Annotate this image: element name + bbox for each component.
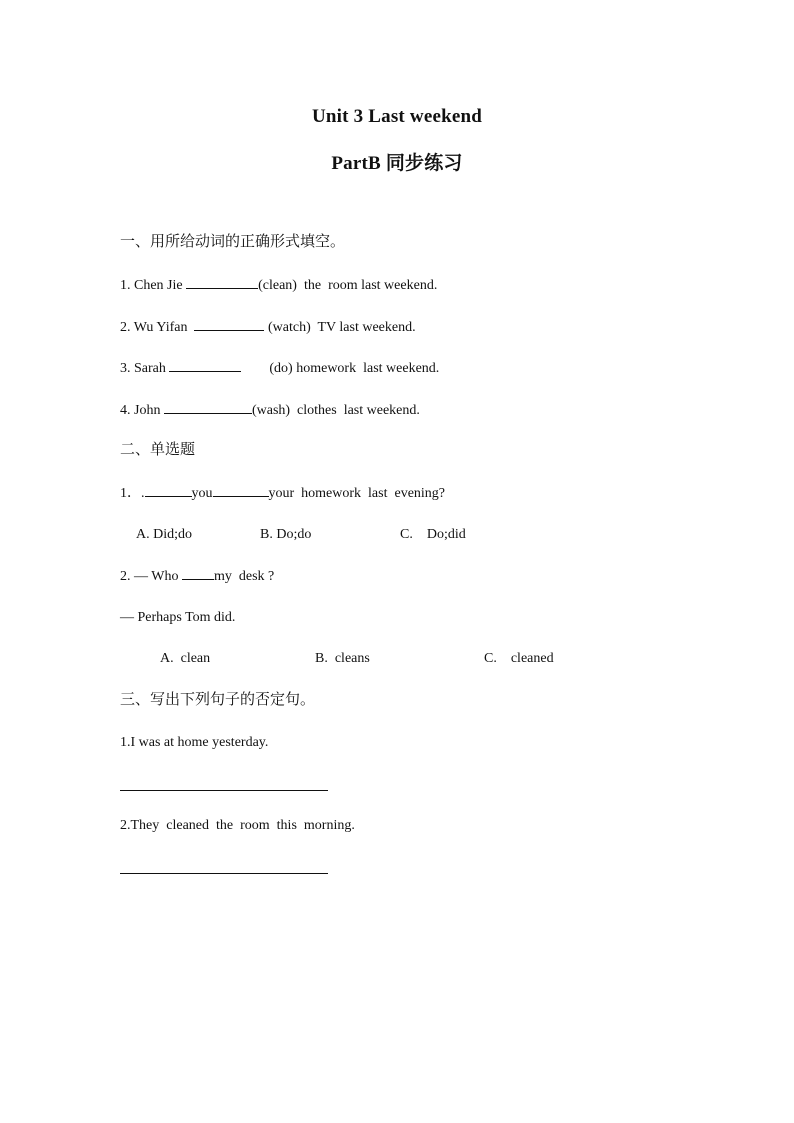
page-subtitle: PartB 同步练习	[331, 153, 463, 174]
fill-blank-question-1	[120, 276, 437, 295]
question-text: (clean) the room last weekend.	[258, 278, 438, 293]
fill-blank-question-4	[120, 401, 420, 420]
answer-blank[interactable]	[169, 359, 241, 372]
page-title: Unit 3 Last weekend	[311, 106, 483, 127]
choice-question-2	[120, 567, 274, 586]
answer-blank[interactable]	[186, 276, 258, 289]
section-3-heading: 三、写出下列句子的否定句。	[120, 692, 316, 708]
question-text: 4. John	[120, 403, 164, 418]
section-1-heading: 一、用所给动词的正确形式填空。	[120, 234, 346, 250]
question-text: 2. — Who	[120, 569, 182, 584]
negative-sentence-2: 2.They cleaned the room this morning.	[120, 818, 355, 833]
answer-writing-line[interactable]	[120, 873, 328, 874]
question-text: 2. Wu Yifan	[120, 320, 195, 335]
question-text: 3. Sarah	[120, 361, 170, 376]
choice-option-a[interactable]: A. clean	[160, 651, 211, 666]
answer-blank[interactable]	[213, 484, 269, 497]
choice-option-c[interactable]: C. Do;did	[400, 527, 466, 542]
answer-blank[interactable]	[145, 484, 192, 497]
answer-blank[interactable]	[182, 567, 214, 580]
question-text: (wash) clothes last weekend.	[251, 403, 420, 418]
choice-question-1	[120, 484, 445, 503]
question-text: (do) homework last weekend.	[241, 361, 440, 376]
choice-option-a[interactable]: A. Did;do	[136, 527, 192, 542]
fill-blank-question-2	[120, 318, 416, 337]
fill-blank-question-3	[120, 359, 439, 378]
answer-blank[interactable]	[194, 318, 264, 331]
answer-writing-line[interactable]	[120, 790, 328, 791]
section-2-heading: 二、单选题	[120, 442, 196, 458]
negative-sentence-1: 1.I was at home yesterday.	[120, 735, 269, 750]
choice-option-c[interactable]: C. cleaned	[484, 651, 554, 666]
question-text: your homework last evening?	[268, 486, 446, 501]
question-text: 1. Chen Jie	[120, 278, 187, 293]
question-text: my desk ?	[213, 569, 275, 584]
question-2-response: — Perhaps Tom did.	[120, 610, 236, 625]
choice-option-b[interactable]: B. Do;do	[260, 527, 312, 542]
answer-blank[interactable]	[164, 401, 252, 414]
choice-option-b[interactable]: B. cleans	[315, 651, 370, 666]
question-text: (watch) TV last weekend.	[264, 320, 416, 335]
question-text: you	[191, 486, 213, 501]
question-text: 1．.	[120, 486, 145, 501]
